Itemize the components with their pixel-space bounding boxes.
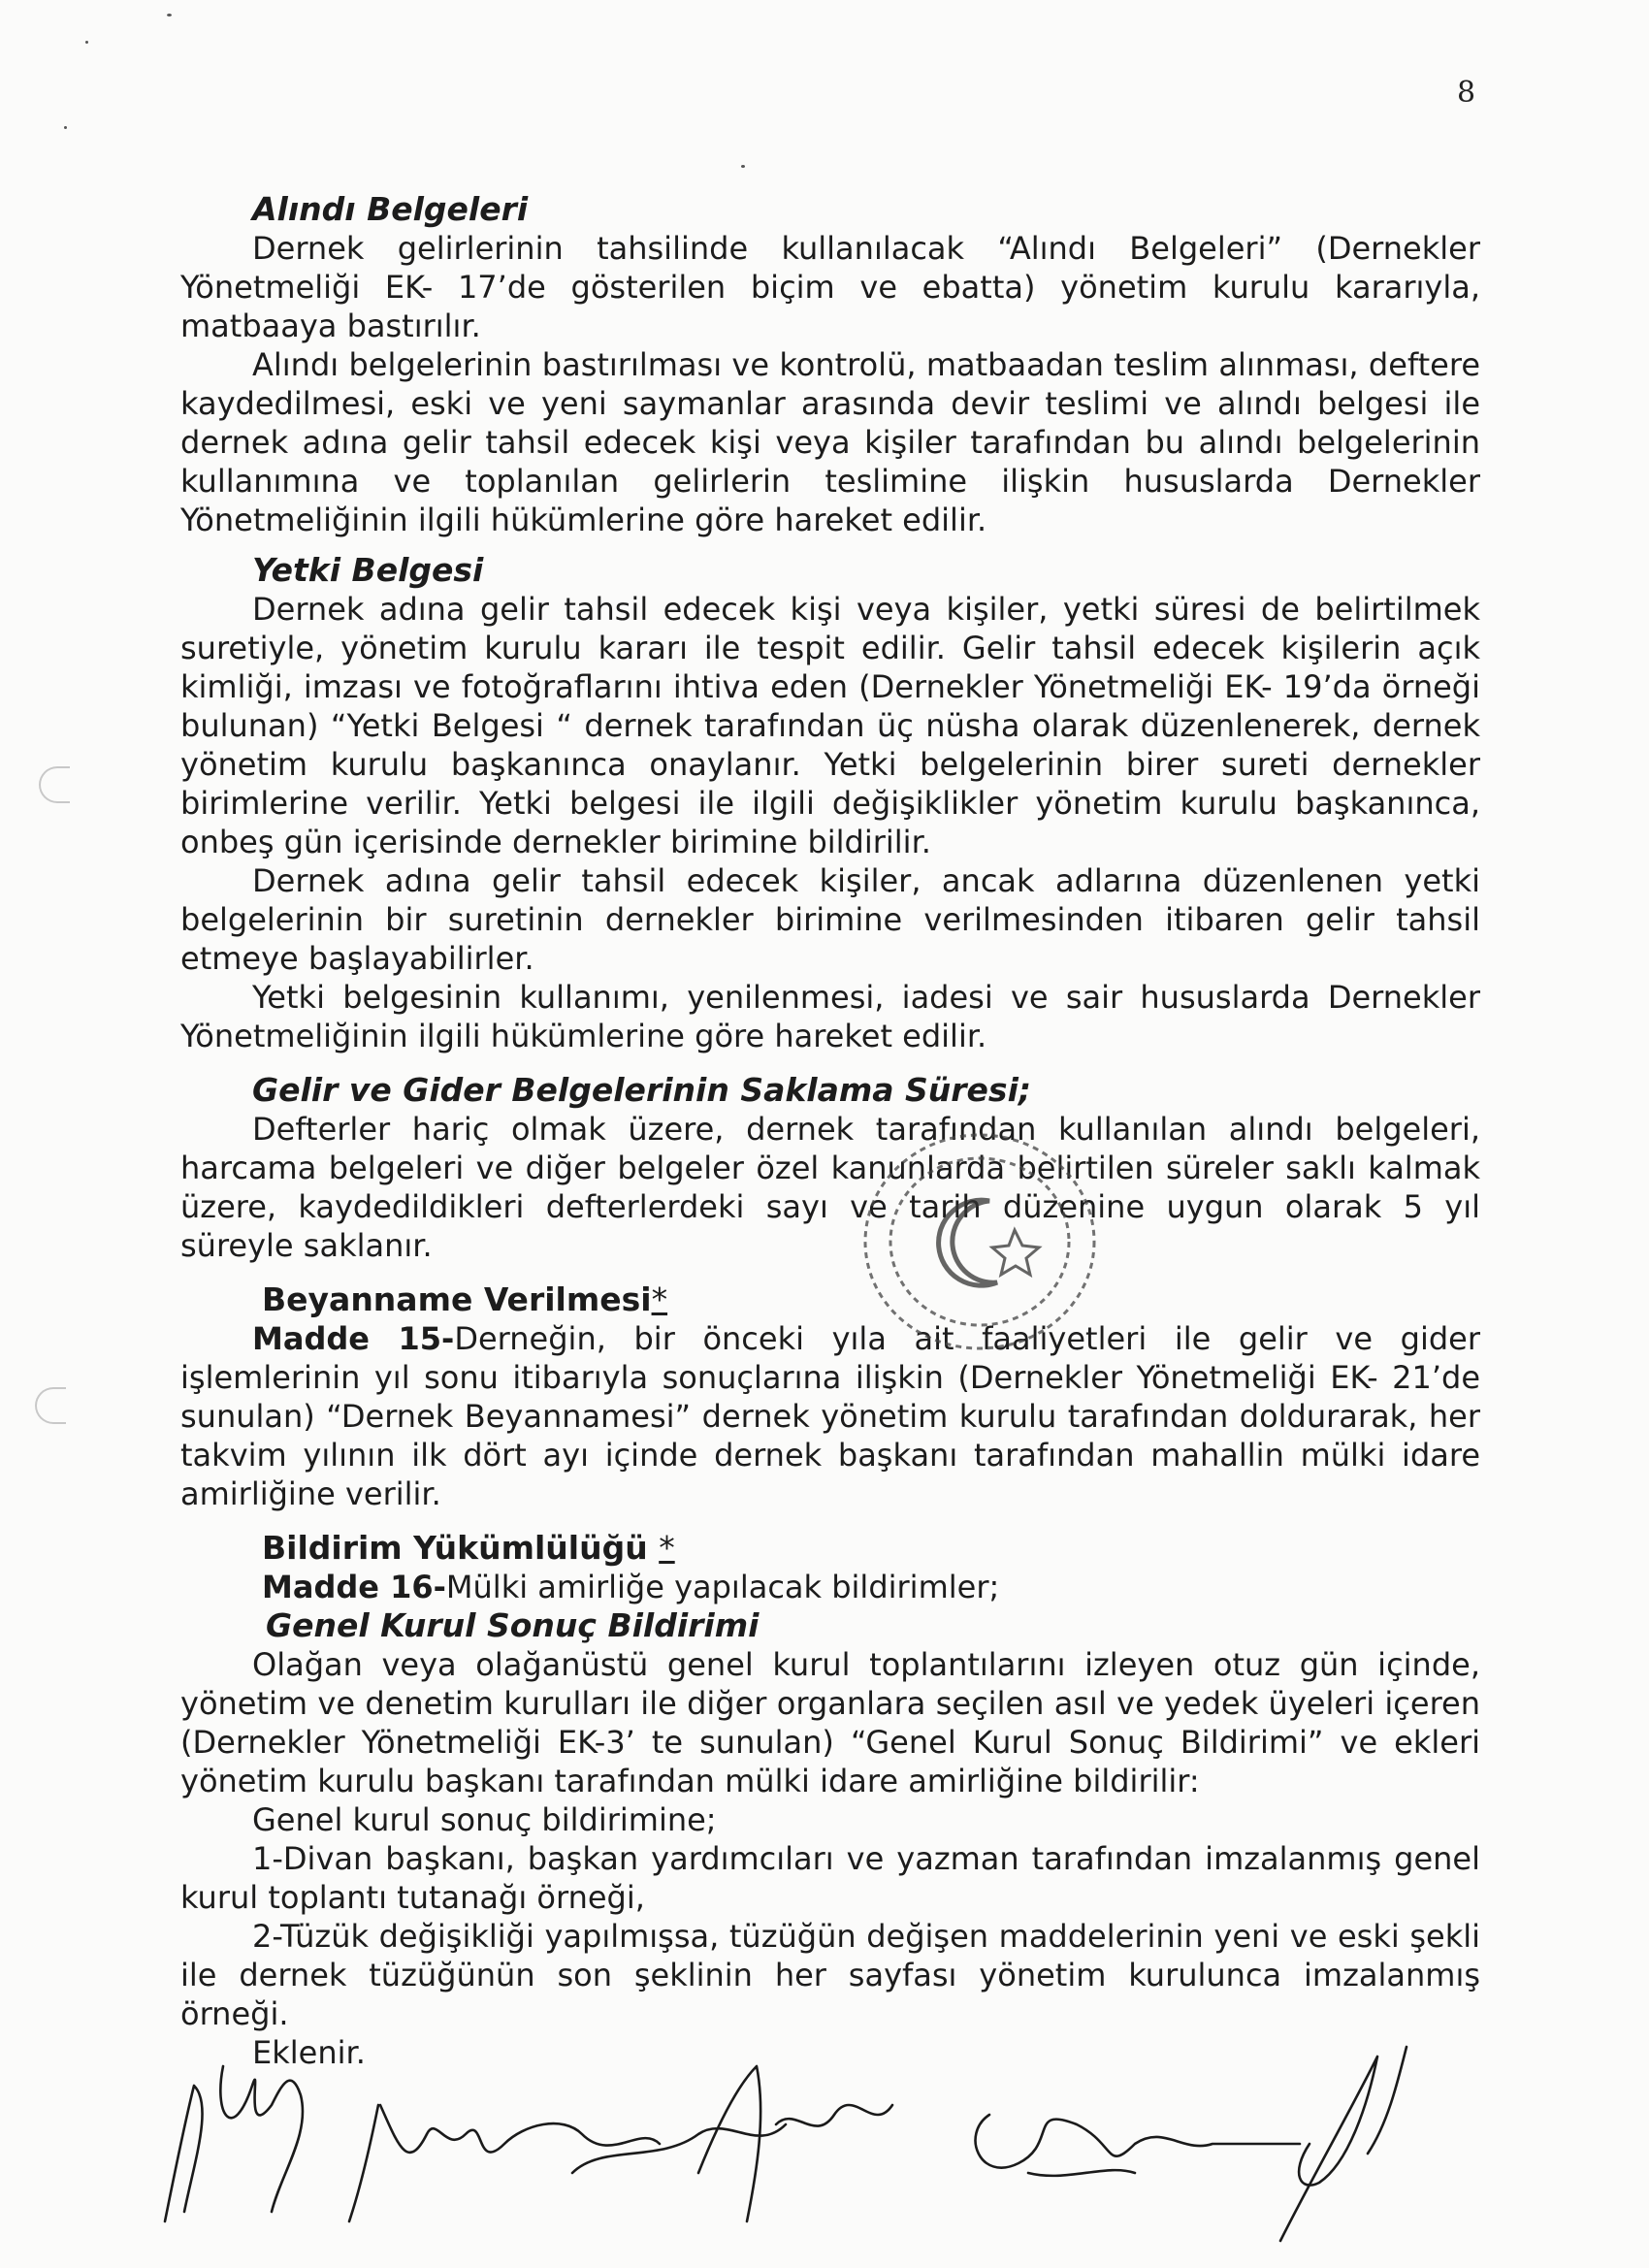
heading-beyanname-text: Beyanname Verilmesi — [262, 1280, 652, 1318]
asterisk-mark: * — [651, 1280, 668, 1318]
punch-hole-bottom — [35, 1387, 66, 1424]
madde-15-text: Derneğin, bir önceki yıla ait faaliyetleri ile gelir ve gider işlemlerinin yıl sonu itibarıyla sonuçlarına ilişkin (Dernekler Yönetmeliği EK- 21’de sunulan) “Dernek Beyannamesi” dernek yönetim kurulu tarafından doldurarak, her takvim yılının ilk dört ayı içinde dernek başkanı tarafından mahallin mülki idare amirliğine verilir. — [180, 1320, 1481, 1512]
madde-15-label: Madde 15- — [252, 1320, 455, 1357]
signature-2 — [349, 2105, 660, 2221]
subheading-genel-kurul: Genel Kurul Sonuç Bildirimi — [266, 1606, 760, 1644]
madde-16-text: Mülki amirliğe yapılacak bildirimler; — [445, 1569, 1000, 1605]
asterisk-mark: * — [659, 1529, 675, 1567]
signatures-row — [155, 2027, 1455, 2260]
paragraph-yetki-2: Dernek adına gelir tahsil edecek kişiler, ancak adlarına düzenlenen yetki belgelerinin bir suretinin dernekler birimine verilmesinden itibaren gelir tahsil etmeye başlayabilirler. — [180, 862, 1480, 977]
paragraph-bildirim-5: Eklenir. — [252, 2034, 366, 2071]
heading-bildirim-yukumlulugu — [262, 1529, 1480, 1568]
madde-16-label: Madde 16- — [262, 1569, 446, 1605]
official-seal-stamp — [834, 1116, 1125, 1368]
paragraph-saklama-1: Defterler hariç olmak üzere, dernek tarafından kullanılan alındı belgeleri, harcama belgeleri ve diğer belgeler özel kanunlarda belirtilen süreler saklı kalmak üzere, kaydedildikleri defterlerdeki sayı ve tarih düzenine uygun olarak 5 yıl süreyle saklanır. — [180, 1111, 1480, 1264]
paragraph-yetki-3: Yetki belgesinin kullanımı, yenilenmesi, iadesi ve sair hususlarda Dernekler Yönetmeliğinin ilgili hükümlerine göre hareket edilir. — [180, 979, 1480, 1054]
heading-alindi-belgeleri: Alındı Belgeleri — [252, 190, 529, 228]
punch-hole-top — [39, 766, 70, 803]
scan-speck — [64, 126, 67, 129]
paragraph-bildirim-1: Olağan veya olağanüstü genel kurul toplantılarını izleyen otuz gün içinde, yönetim ve denetim kurulları ile diğer organlara seçilen asıl ve yedek üyeleri içeren (Dernekler Yönetmeliği EK-3’ te sunulan) “Genel Kurul Sonuç Bildirimi” ve ekleri yönetim kurulu başkanı tarafından mülki idare amirliğine bildirilir: — [180, 1646, 1480, 1799]
signature-4 — [976, 2115, 1300, 2176]
scan-speck — [167, 14, 172, 16]
paragraph-bildirim-3: 1-Divan başkanı, başkan yardımcıları ve yazman tarafından imzalanmış genel kurul toplantı tutanağı örneği, — [180, 1840, 1480, 1916]
heading-bildirim-text: Bildirim Yükümlülüğü — [262, 1529, 660, 1567]
signature-1 — [165, 2066, 303, 2221]
paragraph-bildirim-2: Genel kurul sonuç bildirimine; — [252, 1801, 717, 1838]
heading-saklama-suresi: Gelir ve Gider Belgelerinin Saklama Süresi; — [252, 1071, 1032, 1109]
paragraph-beyanname-1 — [180, 1319, 1480, 1513]
paragraph-yetki-1: Dernek adına gelir tahsil edecek kişi veya kişiler, yetki süresi de belirtilmek suretiyle, yönetim kurulu kararı ile tespit edilir. Gelir tahsil edecek kişilerin açık kimliği, imzası ve fotoğraflarını ihtiva eden (Dernekler Yönetmeliği EK- 19’da örneği bulunan) “Yetki Belgesi “ dernek tarafından üç nüsha olarak düzenlenerek, dernek yönetim kurulu başkanınca onaylanır. Yetki belgelerinin birer sureti dernekler birimlerine verilir. Yetki belgesi ile ilgili değişiklikler yönetim kurulu başkanınca, onbeş gün içerisinde dernekler birimine bildirilir. — [180, 591, 1480, 860]
scan-speck — [85, 41, 88, 44]
page-number: 8 — [1457, 76, 1476, 110]
heading-yetki-belgesi: Yetki Belgesi — [252, 551, 484, 589]
paragraph-alindi-1: Dernek gelirlerinin tahsilinde kullanılacak “Alındı Belgeleri” (Dernekler Yönetmeliği EK- 17’de gösterilen biçim ve ebatta) yönetim kurulu kararıyla, matbaaya bastırılır. — [180, 230, 1480, 344]
paragraph-alindi-2: Alındı belgelerinin bastırılması ve kontrolü, matbaadan teslim alınması, deftere kaydedilmesi, eski ve yeni saymanlar arasında devir teslimi ve alındı belgesi ile dernek adına gelir tahsil edecek kişi veya kişiler tarafından bu alındı belgelerinin kullanımına ve toplanılan gelirlerin teslimine ilişkin hususlarda Dernekler Yönetmeliğinin ilgili hükümlerine göre hareket edilir. — [180, 346, 1480, 538]
document-body — [180, 190, 1480, 2072]
paragraph-bildirim-4: 2-Tüzük değişikliği yapılmışsa, tüzüğün değişen maddelerinin yeni ve eski şekli ile dernek tüzüğünün son şeklinin her sayfası yönetim kurulunca imzalanmış örneği. — [180, 1918, 1480, 2032]
madde-16-line — [262, 1568, 1480, 1606]
scan-speck — [741, 165, 745, 168]
